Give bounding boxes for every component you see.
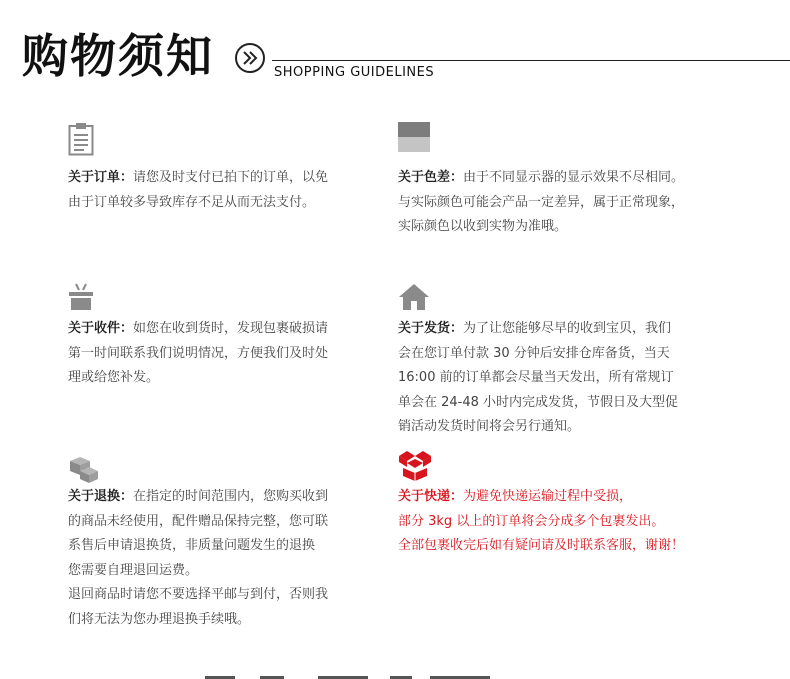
- text-line: 为避免快递运输过程中受损，: [463, 489, 633, 504]
- text-line: 与实际颜色可能会产品一定差异，属于正常现象，: [398, 194, 685, 210]
- section-receive-label: 关于收件：: [68, 321, 134, 336]
- section-ship-label: 关于发货：: [398, 321, 464, 336]
- color-swatch-icon: [398, 122, 430, 152]
- text-line: 由于订单较多导致库存不足从而无法支付。: [68, 194, 316, 210]
- text-line: 第一时间联系我们说明情况，方便我们及时处: [68, 345, 329, 361]
- text-line: 们将无法为您办理退换手续哦。: [68, 611, 251, 627]
- section-ship-text: [398, 317, 678, 440]
- text-line: 您需要自理退回运费。: [68, 562, 199, 578]
- text-line: 系售后申请退换货，非质量问题发生的退换: [68, 538, 316, 553]
- double-chevron-circle-icon: [234, 42, 266, 74]
- page-title: 购物须知: [22, 29, 214, 83]
- text-line: 全部包裹收完后如有疑问请及时联系客服，谢谢！: [398, 538, 685, 553]
- header-divider: [272, 60, 790, 61]
- boxes-icon: [68, 455, 100, 483]
- next-section-edge: [0, 671, 790, 679]
- section-order-label: 关于订单：: [68, 170, 134, 185]
- text-line: 退回商品时请您不要选择平邮与到付，否则我: [68, 587, 329, 602]
- text-line: 为了让您能够尽早的收到宝贝，我们: [463, 321, 672, 336]
- text-line: 请您及时支付已拍下的订单，以免: [133, 170, 329, 185]
- text-line: 部分 3kg 以上的订单将会分成多个包裹发出。: [398, 513, 665, 529]
- page-subtitle: SHOPPING GUIDELINES: [274, 65, 435, 80]
- section-express-text: [398, 485, 684, 559]
- text-line: 实际颜色以收到实物为准哦。: [398, 219, 568, 234]
- section-return-label: 关于退换：: [68, 489, 134, 504]
- section-return-text: [68, 485, 328, 632]
- text-line: 如您在收到货时，发现包裹破损请: [133, 321, 329, 336]
- gift-box-icon: [68, 283, 94, 311]
- section-order-text: [68, 166, 328, 215]
- section-express-label: 关于快递：: [398, 489, 464, 504]
- house-icon: [398, 283, 430, 311]
- text-line: 在指定的时间范围内，您购买收到: [133, 489, 329, 504]
- clipboard-icon: [68, 122, 94, 156]
- section-color-label: 关于色差：: [398, 170, 464, 185]
- section-color-text: [398, 166, 684, 240]
- text-line: 的商品未经使用，配件赠品保持完整，您可联: [68, 513, 329, 529]
- text-line: 会在您订单付款 30 分钟后安排仓库备货，当天: [398, 345, 670, 361]
- text-line: 理或给您补发。: [68, 370, 160, 385]
- open-box-icon: [398, 450, 432, 482]
- text-line: 16:00 前的订单都会尽量当天发出，所有常规订: [398, 370, 674, 385]
- header: [22, 28, 782, 88]
- text-line: 由于不同显示器的显示效果不尽相同。: [463, 170, 685, 185]
- section-receive-text: [68, 317, 328, 391]
- text-line: 单会在 24-48 小时内完成发货，节假日及大型促: [398, 394, 679, 410]
- text-line: 销活动发货时间将会另行通知。: [398, 419, 581, 434]
